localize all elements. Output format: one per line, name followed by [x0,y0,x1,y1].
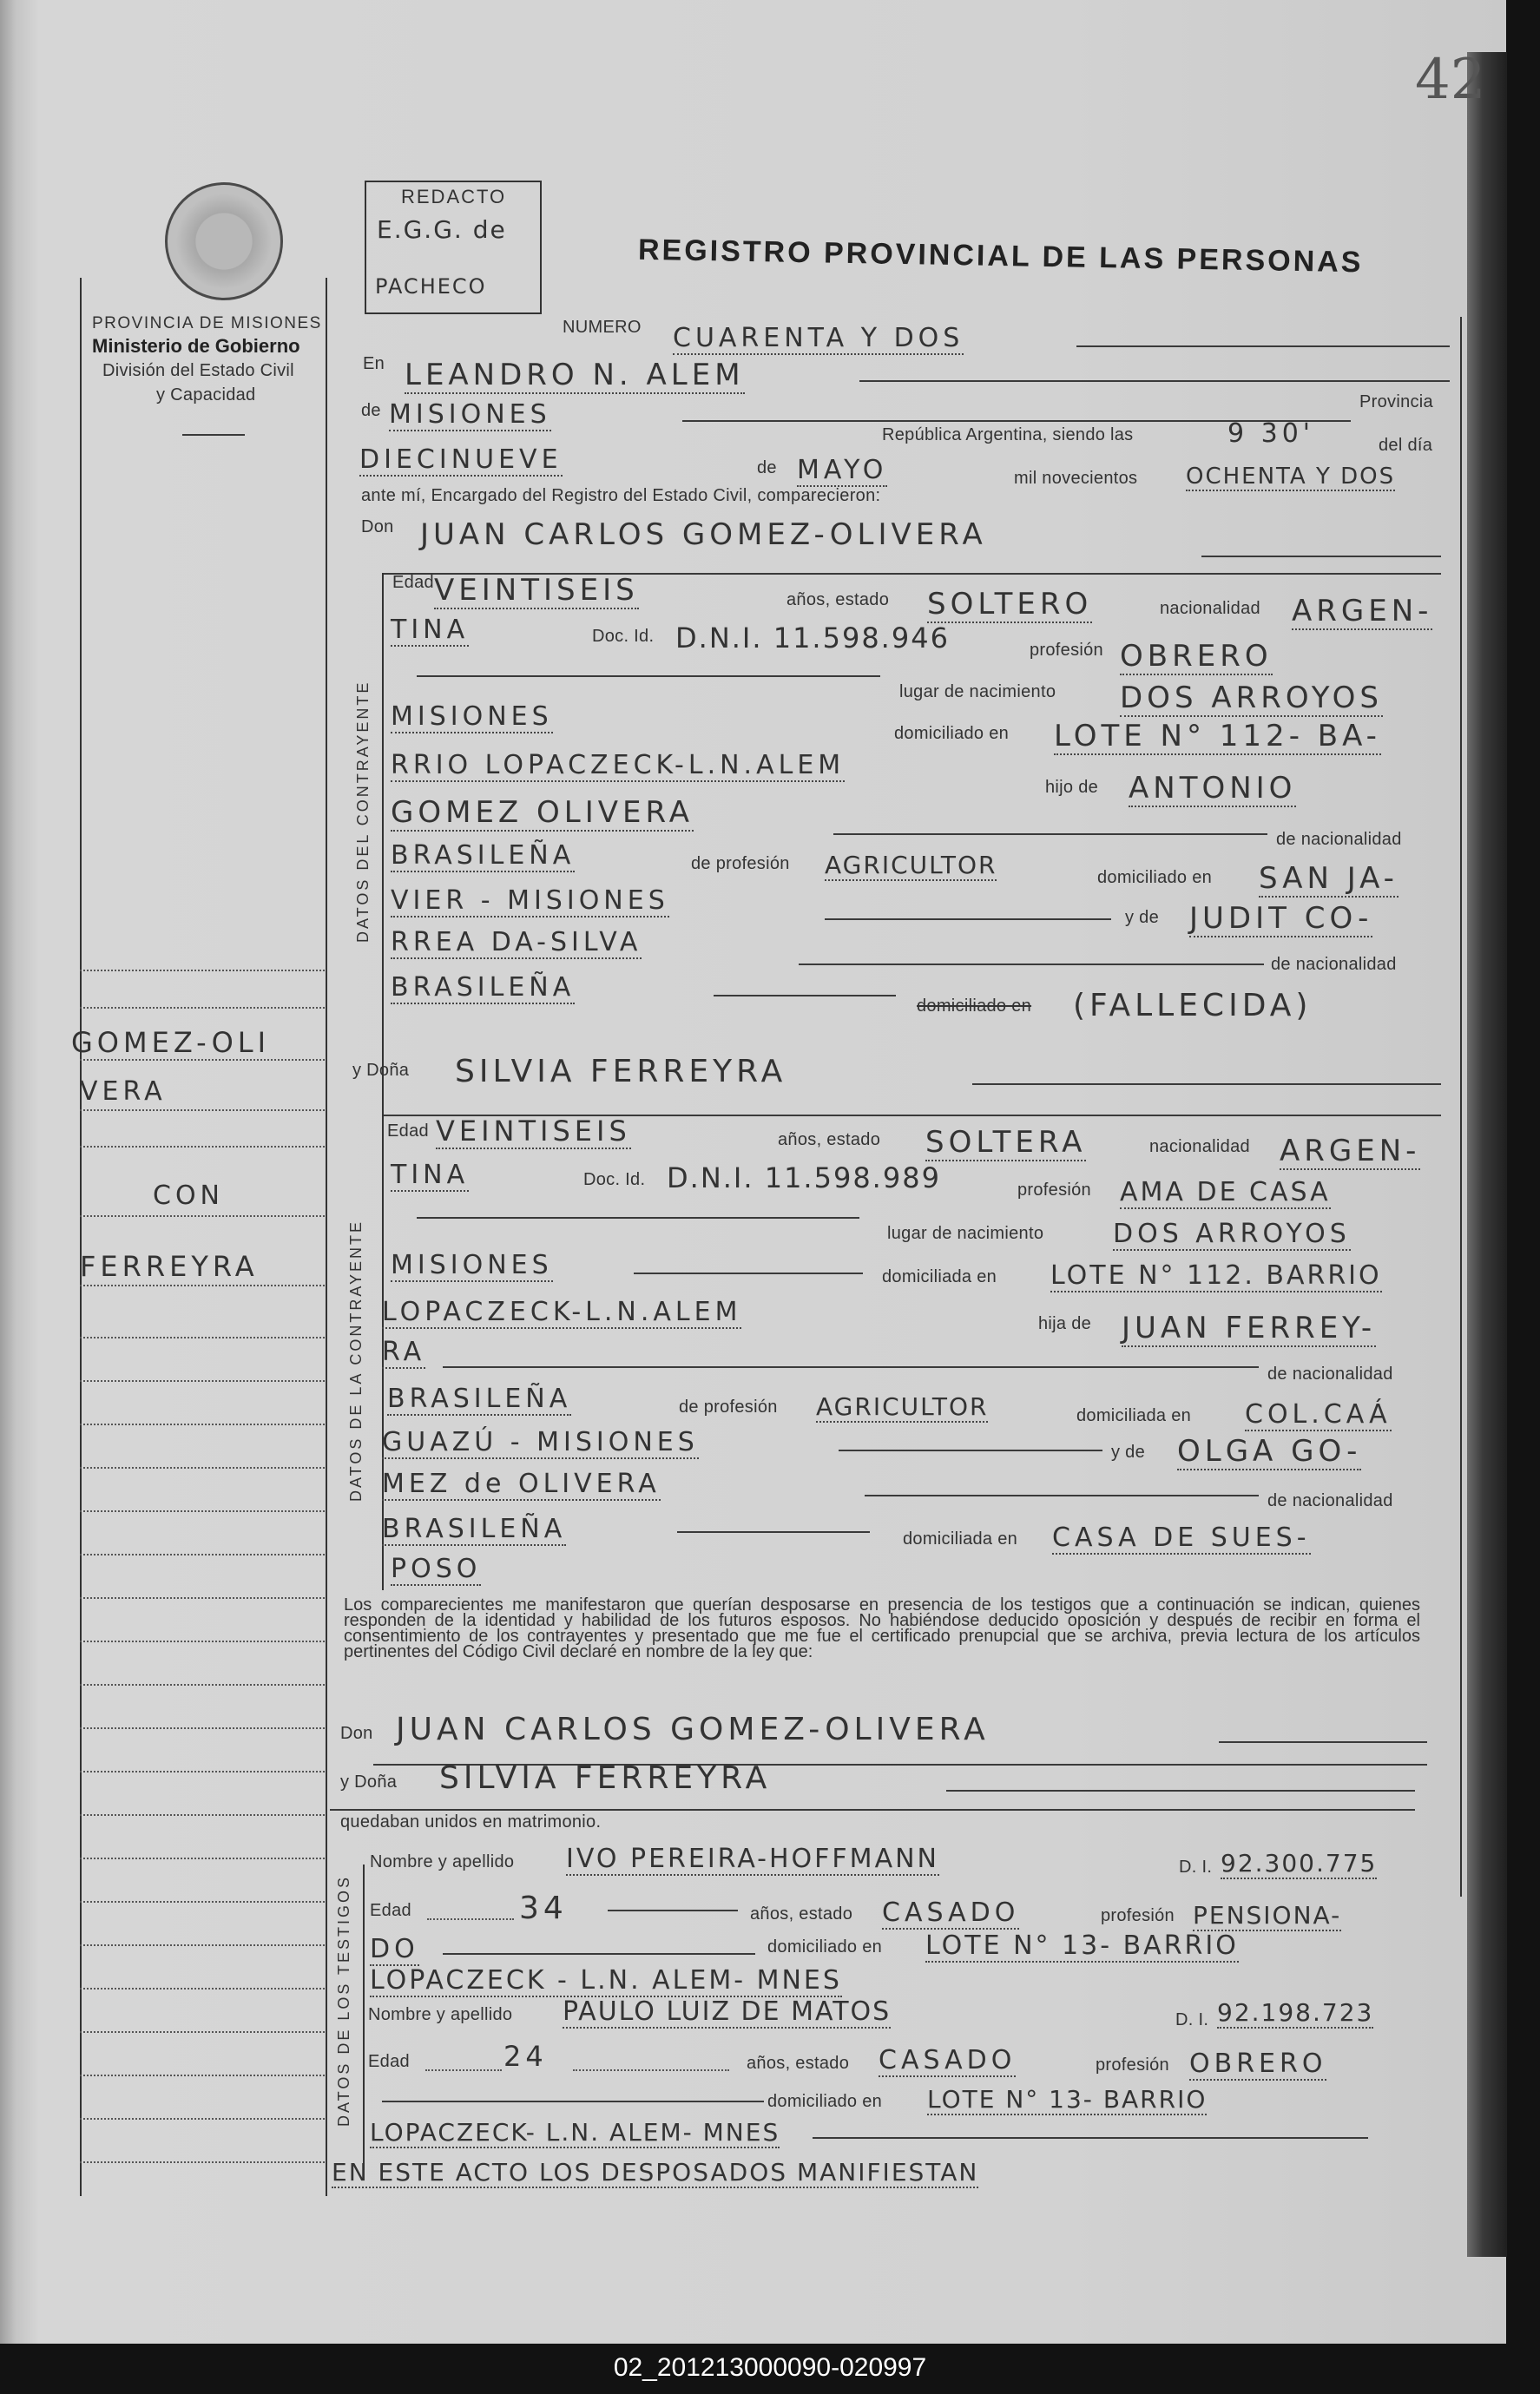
t2-estado: CASADO [879,2045,1017,2075]
t1-edad-label: Edad [370,1901,411,1920]
fill-line [417,675,880,677]
t1-edad: 34 [519,1891,568,1926]
t2-edad: 24 [503,2040,548,2073]
decl-don: JUAN CARLOS GOMEZ-OLIVERA [396,1712,990,1747]
e-dom-b: LOPACZECK-L.N.ALEM [382,1297,742,1327]
fill-line [330,1809,1415,1811]
e-padre-dom-a: COL.CAÁ [1245,1399,1392,1430]
margin-line1: GOMEZ-OLI [71,1026,271,1059]
e-yde-label: y de [1111,1443,1146,1462]
ruled-line [80,1380,325,1382]
t2-edad-label: Edad [368,2052,410,2071]
c-madre-b: RREA DA-SILVA [391,927,642,957]
quedaban-text: quedaban unidos en matrimonio. [340,1812,602,1832]
de-mes-label: de [757,458,777,477]
c-estado: SOLTERO [927,587,1093,622]
e-domen-label: domiciliada en [1076,1406,1192,1425]
fill-line [634,1273,863,1274]
e-denac2-label: de nacionalidad [1267,1491,1393,1510]
fill-line [825,918,1111,920]
e-deprof-label: de profesión [679,1398,778,1417]
provincial-seal-icon [165,182,283,300]
hora-value: 9 30' [1227,418,1315,449]
c-doc-label: Doc. Id. [592,627,655,646]
c-padre-b: GOMEZ OLIVERA [391,795,694,830]
stamp-line2: PACHECO [375,274,487,299]
ruled-line [80,1771,325,1772]
header-province: PROVINCIA DE MISIONES [92,314,322,332]
c-padre-dom-b: VIER - MISIONES [391,885,669,916]
ruled-line [80,1597,325,1599]
ruled-line [80,1858,325,1859]
e-doc: D.N.I. 11.598.989 [667,1161,941,1194]
c-padre-dom-a: SAN JA- [1259,861,1399,896]
ruled-line [80,1337,325,1338]
e-madre-dom-a: CASA DE SUES- [1052,1523,1311,1553]
ruled-line [80,2075,325,2076]
ruled-line [80,1146,325,1148]
ruled-line [80,2118,325,2120]
header-division: División del Estado Civil [102,361,294,380]
ruled-line [80,1901,325,1903]
t2-nombre: PAULO LUIZ DE MATOS [563,1996,892,2027]
bracket-vertical [363,1865,365,2170]
ruled-line [80,1727,325,1729]
e-padre-dom-b: GUAZÚ - MISIONES [382,1427,699,1457]
contrayente-section-label: DATOS DEL CONTRAYENTE [354,680,372,943]
mil-label: mil novecientos [1014,469,1138,488]
numero-label: NUMERO [563,318,642,337]
e-padre-a: JUAN FERREY- [1122,1311,1377,1345]
e-madre-b: MEZ de OLIVERA [382,1469,661,1499]
ruled-line [80,1215,325,1217]
t1-prof-label: profesión [1101,1906,1175,1925]
fill-dots [425,2069,502,2071]
e-padre-nac: BRASILEÑA [387,1384,572,1414]
decl-dona-label: y Doña [340,1772,398,1792]
fill-line [608,1910,738,1911]
e-hija-label: hija de [1038,1314,1092,1333]
c-deprof-label: de profesión [691,854,790,873]
en-value: LEANDRO N. ALEM [405,358,745,392]
e-nac-a: ARGEN- [1280,1134,1421,1168]
fill-line [839,1450,1102,1451]
c-lugar-label: lugar de nacimiento [899,682,1056,701]
e-estado: SOLTERA [925,1125,1087,1160]
t2-nombre-label: Nombre y apellido [368,2005,513,2024]
fill-line [417,1217,859,1219]
t1-nombre: IVO PEREIRA-HOFFMANN [566,1844,939,1874]
t2-prof: OBRERO [1189,2049,1327,2079]
c-nac-b: TINA [391,615,470,645]
header-ministry: Ministerio de Gobierno [92,335,300,357]
c-padre-prof: AGRICULTOR [825,851,997,879]
c-nac-label: nacionalidad [1160,599,1260,618]
don-label: Don [361,517,394,536]
c-domen-label: domiciliado en [1097,868,1213,887]
ruled-line [80,1424,325,1425]
e-prof: AMA DE CASA [1120,1177,1331,1207]
ruled-line [80,1007,325,1009]
e-madre-a: OLGA GO- [1177,1434,1362,1469]
e-anios-label: años, estado [778,1130,881,1149]
en-label: En [363,354,385,373]
c-anios-label: años, estado [786,590,890,609]
c-prof-label: profesión [1030,641,1103,660]
ruled-line [80,1554,325,1555]
c-doc: D.N.I. 11.598.946 [675,622,950,654]
e-nac-label: nacionalidad [1149,1137,1250,1156]
fill-line [972,1083,1441,1085]
fill-line [813,2137,1368,2139]
dona-label: y Doña [352,1061,410,1080]
e-denac-label: de nacionalidad [1267,1365,1393,1384]
e-padre-b: RA [382,1337,426,1367]
contrayenta-section-label: DATOS DE LA CONTRAYENTE [347,1219,365,1502]
right-frame [1460,317,1462,1897]
ruled-line [80,1059,325,1061]
t1-prof-b: DO [370,1934,419,1964]
c-edad: VEINTISEIS [434,573,639,608]
dona-value: SILVIA FERREYRA [455,1054,787,1089]
c-madre-dom: (FALLECIDA) [1073,988,1313,1023]
t2-prof-label: profesión [1096,2055,1169,2075]
left-frame [80,278,82,2196]
fill-line [443,1953,755,1955]
c-domen2-label: domiciliado en [917,996,1032,1016]
t2-anios-label: años, estado [747,2054,850,2073]
c-dom-b: RRIO LOPACZECK-L.N.ALEM [391,750,846,780]
header-capacity: y Capacidad [156,385,256,404]
e-prof-label: profesión [1017,1181,1091,1200]
decl-dona: SILVIA FERREYRA [439,1760,772,1796]
t1-dom-label: domiciliado en [767,1937,883,1957]
margin-line2: VERA [80,1076,167,1107]
c-nac-a: ARGEN- [1292,594,1433,628]
document-title: REGISTRO PROVINCIAL DE LAS PERSONAS [637,233,1364,280]
ruled-line [80,2161,325,2163]
numero-value: CUARENTA Y DOS [673,323,964,353]
decl-don-label: Don [340,1724,373,1743]
republica-label: República Argentina, siendo las [882,425,1134,444]
fill-dots [427,1918,514,1920]
dia-value: DIECINUEVE [359,444,563,475]
fill-line [946,1790,1415,1792]
fill-line [382,2101,764,2102]
fill-line [833,833,1267,835]
ruled-line [80,970,325,971]
e-dom-label: domiciliada en [882,1267,997,1286]
divider [182,434,245,436]
c-edad-label: Edad [392,573,434,592]
fill-dots [573,2069,729,2071]
c-padre-nac: BRASILEÑA [391,840,576,871]
fill-line [1219,1741,1427,1743]
ruled-line [80,1510,325,1512]
provincia-label: Provincia [1359,392,1433,411]
t1-anios-label: años, estado [750,1904,853,1924]
c-dom-label: domiciliado en [894,724,1010,743]
t1-prof-a: PENSIONA- [1193,1901,1342,1930]
margin-line4: FERREYRA [80,1250,259,1283]
e-domen2-label: domiciliada en [903,1529,1018,1549]
ante-label: ante mí, Encargado del Registro del Estado Civil, comparecieron: [361,486,881,505]
del-dia-label: del día [1379,436,1433,455]
e-padre-prof: AGRICULTOR [816,1392,989,1421]
don-value: JUAN CARLOS GOMEZ-OLIVERA [420,517,987,552]
c-hijo-label: hijo de [1045,778,1099,797]
t2-doc: 92.198.723 [1217,1998,1374,2027]
t1-nombre-label: Nombre y apellido [370,1852,515,1871]
c-yde-label: y de [1125,908,1160,927]
fill-line [865,1495,1259,1496]
t1-dom-a: LOTE N° 13- BARRIO [925,1930,1239,1961]
e-lugar-b: MISIONES [391,1250,553,1280]
t2-dom-a: LOTE N° 13- BARRIO [927,2085,1208,2114]
fill-line [1201,556,1441,557]
fill-line [714,995,896,996]
margin-line3: CON [153,1181,225,1211]
ruled-line [80,1467,325,1469]
e-dom-a: LOTE N° 112. BARRIO [1050,1260,1382,1291]
ruled-line [80,1109,325,1111]
t1-doc: 92.300.775 [1221,1849,1378,1878]
fill-line [443,1366,1259,1368]
c-lugar-b: MISIONES [391,701,553,732]
fill-line [1076,345,1450,347]
c-dom-a: LOTE N° 112- BA- [1054,719,1381,753]
c-padre-a: ANTONIO [1129,771,1297,806]
fill-line [799,964,1264,965]
t1-dom-b: LOPACZECK - L.N. ALEM- MNES [370,1965,842,1996]
c-madre-nac: BRASILEÑA [391,972,576,1003]
footer-code: 02_201213000090-020997 [613,2353,927,2382]
mes-value: MAYO [797,455,888,485]
e-lugar-label: lugar de nacimiento [887,1224,1044,1243]
fill-line [677,1531,870,1533]
de-label: de [361,401,381,420]
e-edad-label: Edad [387,1121,429,1141]
ruled-line [80,1944,325,1946]
t2-d-label: D. I. [1175,2010,1209,2029]
book-spine [1467,52,1507,2257]
c-lugar-a: DOS ARROYOS [1120,681,1383,715]
left-column-frame [326,278,327,2196]
e-madre-dom-b: POSO [391,1554,482,1584]
e-nac-b: TINA [391,1160,470,1190]
e-edad: VEINTISEIS [436,1115,631,1148]
e-lugar-a: DOS ARROYOS [1113,1219,1351,1249]
c-denac2-label: de nacionalidad [1271,955,1397,974]
ruled-line [80,1684,325,1686]
final-statement: EN ESTE ACTO LOS DESPOSADOS MANIFIESTAN [332,2158,979,2187]
t1-d-label: D. I. [1179,1858,1213,1877]
t1-estado: CASADO [882,1897,1020,1928]
ruled-line [80,1285,325,1286]
ruled-line [80,2031,325,2033]
ruled-line [80,1988,325,1990]
t2-dom-b: LOPACZECK- L.N. ALEM- MNES [370,2118,780,2147]
t2-dom-label: domiciliado en [767,2092,883,2111]
c-prof: OBRERO [1120,639,1273,674]
anio-value: OCHENTA Y DOS [1186,464,1396,490]
declaration-text: Los comparecientes me manifestaron que querían desposarse en presencia de los testigos que a continuación se indican, quienes responden de la identidad y habilidad de los futuros esposos. No habiéndose deducido oposición y después de recibir en forma el consentimiento de los contrayentes y presentado que me fue el certificado prenupcial que se archiva, previa lectura de los artículos pertinentes del Código Civil declaré en nombre de la ley que: [344,1595,1420,1661]
stamp-line1: E.G.G. de [377,215,507,244]
c-madre-a: JUDIT CO- [1189,901,1373,936]
ruled-line [80,1814,325,1816]
c-denac-label: de nacionalidad [1276,830,1402,849]
e-doc-label: Doc. Id. [583,1170,646,1189]
page-number: 42 [1415,48,1486,112]
fill-line [859,380,1450,382]
testigos-section-label: DATOS DE LOS TESTIGOS [335,1874,352,2127]
ruled-line [80,1641,325,1642]
stamp-title: REDACTO [401,186,507,207]
de-value: MISIONES [389,399,551,430]
e-madre-nac: BRASILEÑA [382,1514,567,1544]
